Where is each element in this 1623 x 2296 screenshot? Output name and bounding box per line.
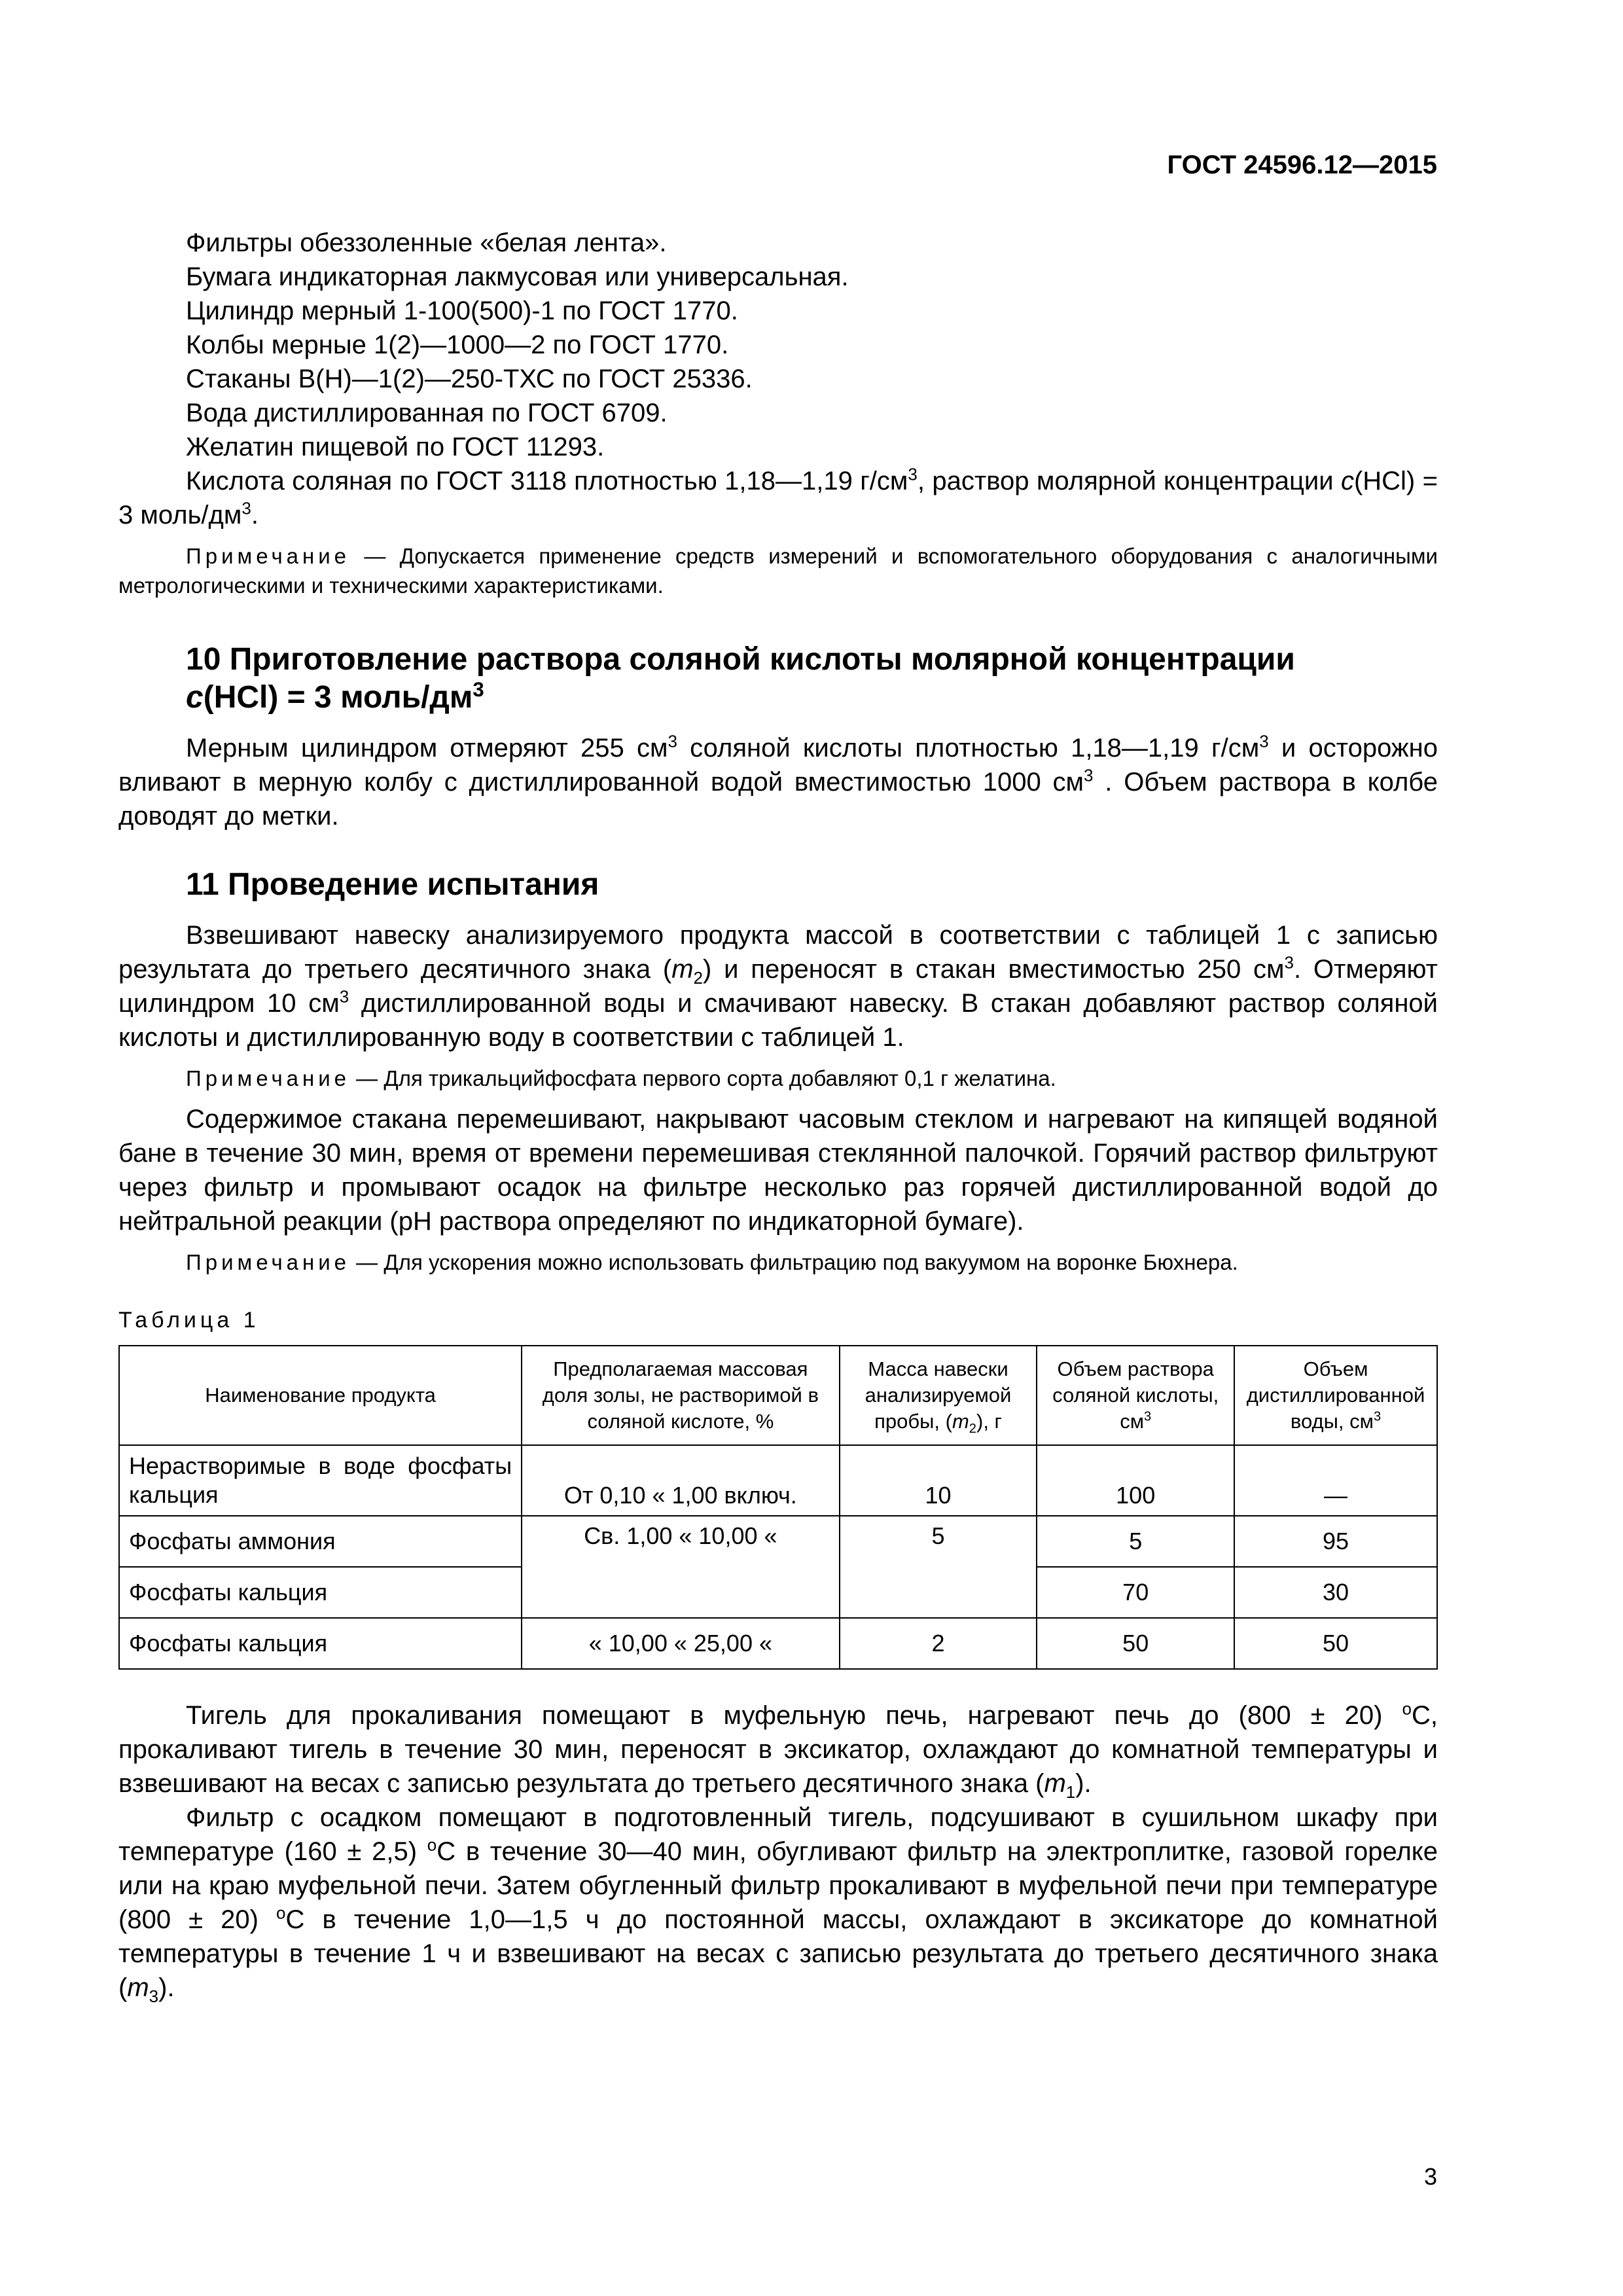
list-item: Желатин пищевой по ГОСТ 11293. [186,433,605,461]
list-item: Фильтры обеззоленные «белая лента». [186,228,667,257]
cell-water: 95 [1234,1516,1437,1567]
crucible-paragraph: Тигель для прокаливания помещают в муфельную печь, нагревают печь до (800 ± 20) $^o$С, прокаливают тигель в течение 30 мин, переносят в эксикатор, охлаждают до комнатной температуры и взвешивают на весах с записью результата до третьего десятичного знака $(m_1)$. [118,1698,1438,1802]
cell-product: Нерастворимые в воде фосфаты кальция [119,1445,522,1516]
page-number: 3 [1423,2163,1437,2190]
cell-mass: 2 [840,1618,1037,1669]
cell-acid: 50 [1037,1618,1234,1669]
table-row [119,1516,1437,1567]
table-row [119,1445,1437,1516]
cell-mass: 10 [840,1445,1037,1516]
note-label: Примечание [186,1066,351,1090]
cell-water: 50 [1234,1618,1437,1669]
table-row [119,1618,1437,1669]
cell-ash: От 0,10 « 1,00 включ. [522,1445,839,1516]
note: Примечание — Для ускорения можно использовать фильтрацию под вакуумом на воронке Бюхнера. [186,1250,1238,1274]
cell-ash: « 10,00 « 25,00 « [522,1618,839,1669]
note: Примечание — Для трикальцийфосфата первого сорта добавляют 0,1 г желатина. [186,1066,1056,1090]
cell-ash: Св. 1,00 « 10,00 « [522,1516,839,1618]
note: Примечание — Допускается применение средств измерений и вспомогательного оборудования с аналогичными метрологическими и техническими характеристиками. [118,544,1438,598]
column-header: Масса навески анализируемой пробы, $(m_2)$, г [840,1346,1037,1445]
document-number: ГОСТ 24596.12—2015 [1167,151,1437,179]
column-header: Наименование продукта [119,1346,522,1445]
list-item: Стаканы В(Н)—1(2)—250-ТХС по ГОСТ 25336. [186,365,753,393]
cell-acid: 100 [1037,1445,1234,1516]
table-caption: Таблица 1 [118,1308,260,1333]
note-label: Примечание [186,1250,351,1274]
filter-paragraph: Фильтр с осадком помещают в подготовленный тигель, подсушивают в сушильном шкафу при температуре (160 ± 2,5) $^o$С в течение 30—40 мин, обугливают фильтр на электроплитке, газовой горелке или на краю муфельной печи. Затем обугленный фильтр прокаливают в муфельной печи при температуре (800 ± 20) $^o$С в течение 1,0—1,5 ч до постоянной массы, охлаждают в эксикаторе до комнатной температуры в течение 1 ч и взвешивают на весах с записью результата до третьего десятичного знака $(m_3)$. [118,1803,1438,2006]
list-item: Бумага индикаторная лакмусовая или универсальная. [186,262,849,291]
cell-mass: 5 [840,1516,1037,1618]
section-10-title: 10 Приготовление раствора соляной кислоты молярной концентрации c(HCl) = 3 моль/$дм^3$ [186,642,1295,715]
column-header: Объем дистиллированной воды, $см^3$ [1234,1346,1437,1445]
equipment-list [118,226,1438,600]
table-1 [118,1345,1438,1670]
list-item: Колбы мерные 1(2)—1000—2 по ГОСТ 1770. [186,331,729,359]
page-content [118,226,1438,2005]
section-11-title: 11 Проведение испытания [186,867,599,902]
section-11-paragraph-2: Содержимое стакана перемешивают, накрывают часовым стеклом и нагревают на кипящей водяной бане в течение 30 мин, время от времени перемешивая стеклянной палочкой. Горячий раствор фильтруют через фильтр и промывают осадок на фильтре несколько раз горячей дистиллированной водой до нейтральной реакции (pH раствора определяют по индикаторной бумаге). [118,1105,1438,1236]
column-header: Объем раствора соляной кислоты, $см^3$ [1037,1346,1234,1445]
cell-product: Фосфаты кальция [119,1567,522,1618]
note-label: Примечание [186,544,351,568]
column-header: Предполагаемая массовая доля золы, не растворимой в соляной кислоте, % [522,1346,839,1445]
cell-water: — [1234,1445,1437,1516]
section-10-paragraph: Мерным цилиндром отмеряют 255 $см^3$ соляной кислоты плотностью 1,18—1,19 $г/см^3$ и осторожно вливают в мерную колбу с дистиллированной водой вместимостью 1000 $см^3$ . Объем раствора в колбе доводят до метки. [118,731,1438,831]
cell-water: 30 [1234,1567,1437,1618]
cell-product: Фосфаты аммония [119,1516,522,1567]
section-11-paragraph-1: Взвешивают навеску анализируемого продукта массой в соответствии с таблицей 1 с записью результата до третьего десятичного знака $(m_2)$ и переносят в стакан вместимостью 250 $см^3$. Отмеряют цилиндром 10 $см^3$ дистиллированной воды и смачивают навеску. В стакан добавляют раствор соляной кислоты и дистиллированную воду в соответствии с таблицей 1. [118,921,1438,1052]
cell-acid: 70 [1037,1567,1234,1618]
cell-acid: 5 [1037,1516,1234,1567]
list-item: Вода дистиллированная по ГОСТ 6709. [186,399,668,427]
acid-paragraph: Кислота соляная по ГОСТ 3118 плотностью 1,18—1,19 $г/см^3$, раствор молярной концентрации c(HCl) = 3 моль/$дм^3$. [118,464,1438,529]
list-item: Цилиндр мерный 1-100(500)-1 по ГОСТ 1770. [186,296,738,325]
table-header-row [119,1346,1437,1445]
cell-product: Фосфаты кальция [119,1618,522,1669]
